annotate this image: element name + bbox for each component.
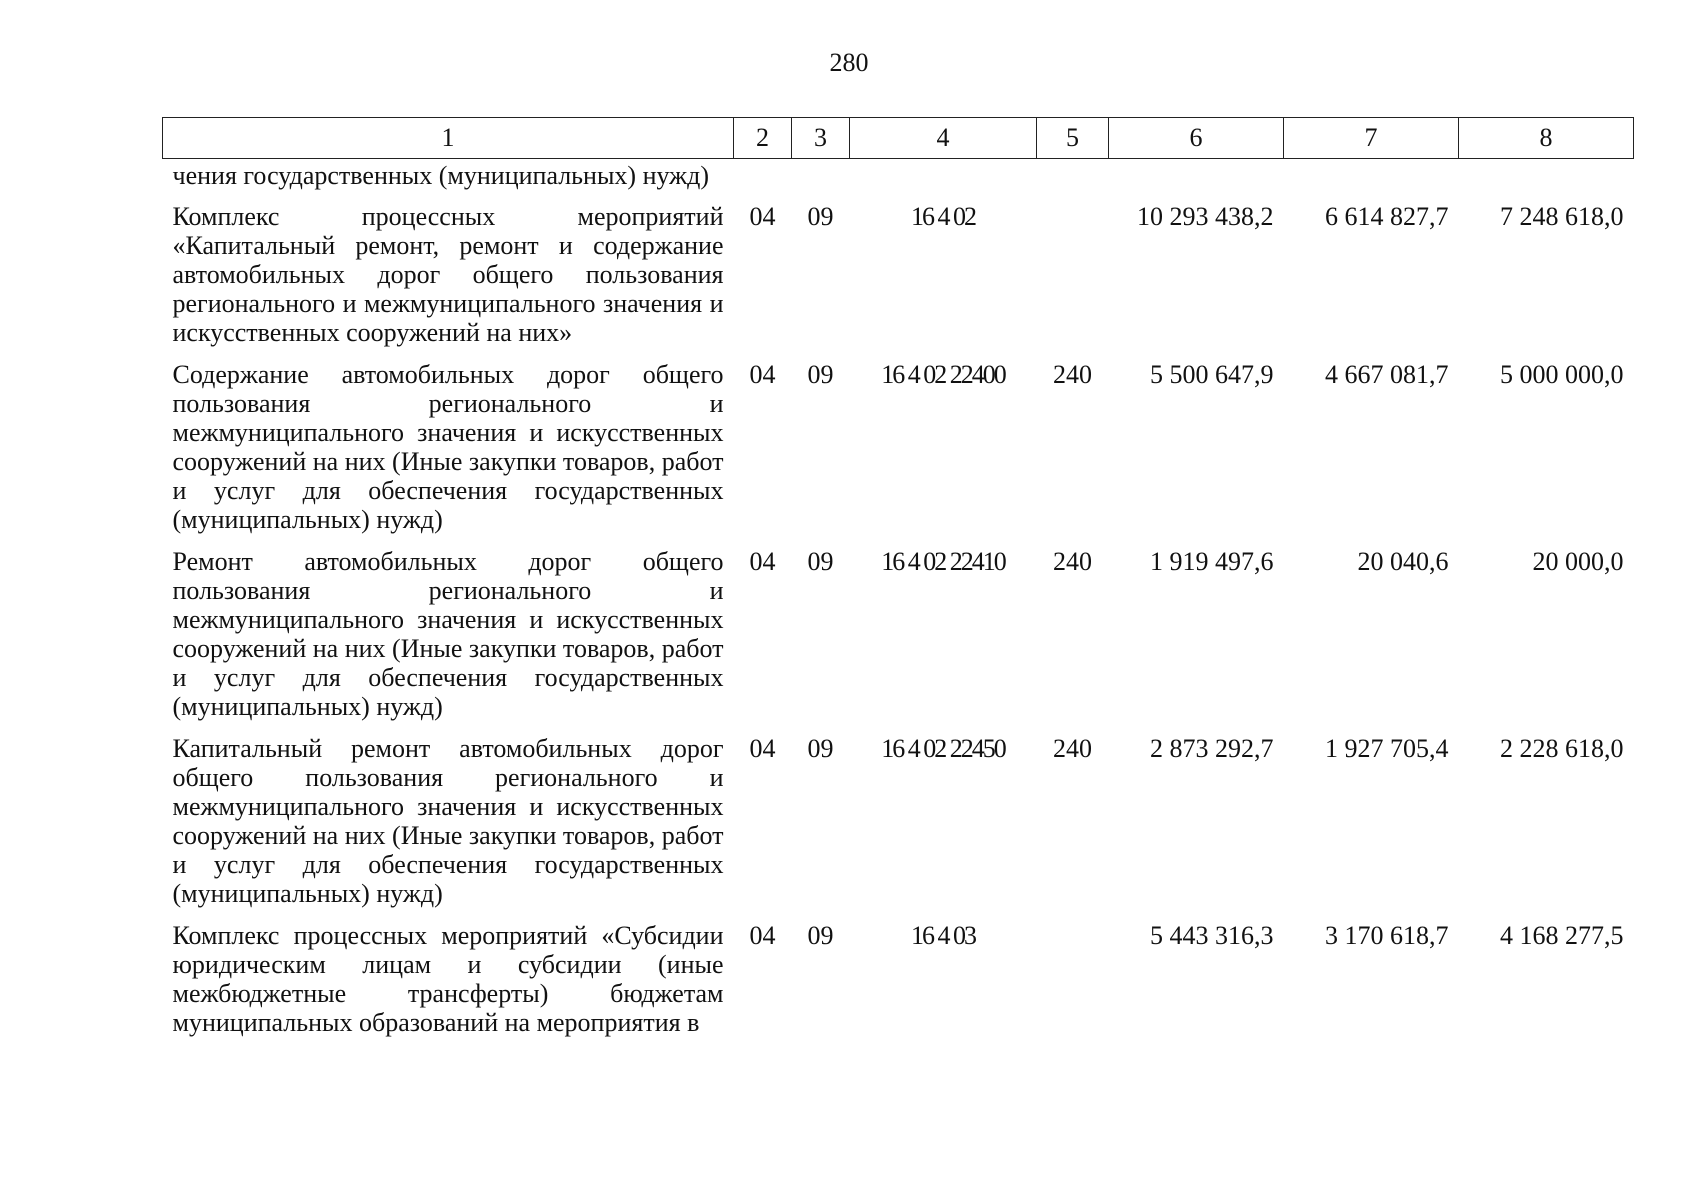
row-name: Капитальный ремонт автомобильных дорог общего пользования регионального и межмуниципального значения и искусственных сооружений на них (Иные закупки товаров, работ и услуг для обеспечения государственных (муниципальных) нужд) <box>172 734 724 908</box>
budget-table <box>162 117 1634 1050</box>
row-name: Комплекс процессных мероприятий «Капитальный ремонт, ремонт и содержание автомобильных дорог общего пользования регионального и межмуниципального значения и искусственных сооружений на них» <box>172 202 724 347</box>
table-row <box>163 921 1634 1050</box>
target-article-code <box>850 159 1037 203</box>
amount-col-8: 2 228 618,0 <box>1500 734 1624 763</box>
amount-col-6: 2 873 292,7 <box>1150 734 1274 763</box>
amount-col-8: 20 000,0 <box>1532 547 1624 576</box>
amount-col-6: 10 293 438,2 <box>1137 202 1274 231</box>
amount-col-7: 20 040,6 <box>1357 547 1449 576</box>
amount-col-6: 5 443 316,3 <box>1150 921 1274 950</box>
table-row <box>163 360 1634 547</box>
subsection-code: 09 <box>807 202 834 231</box>
column-header: 2 <box>734 118 792 159</box>
target-article-code: 16 4 02 <box>911 202 975 231</box>
amount-col-8: 5 000 000,0 <box>1500 360 1624 389</box>
amount-col-6: 1 919 497,6 <box>1150 547 1274 576</box>
target-article-code: 16 4 02 22450 <box>881 734 1005 763</box>
section-code <box>734 159 792 203</box>
table-row <box>163 159 1634 203</box>
column-header: 6 <box>1109 118 1284 159</box>
amount-col-7: 1 927 705,4 <box>1325 734 1449 763</box>
column-header: 8 <box>1459 118 1634 159</box>
subsection-code: 09 <box>807 360 834 389</box>
column-header: 4 <box>850 118 1037 159</box>
expense-type-code <box>1037 202 1109 360</box>
page-number: 280 <box>829 48 869 77</box>
table-row <box>163 202 1634 360</box>
amount-col-8 <box>1459 159 1634 203</box>
column-header: 3 <box>792 118 850 159</box>
amount-col-8: 4 168 277,5 <box>1500 921 1624 950</box>
amount-col-7: 6 614 827,7 <box>1325 202 1449 231</box>
table-row <box>163 734 1634 921</box>
subsection-code: 09 <box>807 734 834 763</box>
section-code: 04 <box>749 547 776 576</box>
section-code: 04 <box>749 734 776 763</box>
table-row <box>163 547 1634 734</box>
target-article-code: 16 4 02 22410 <box>881 547 1005 576</box>
expense-type-code: 240 <box>1053 734 1092 763</box>
subsection-code <box>792 159 850 203</box>
amount-col-6 <box>1109 159 1284 203</box>
row-name: чения государственных (муниципальных) нужд) <box>172 161 710 190</box>
column-header: 1 <box>163 118 734 159</box>
section-code: 04 <box>749 360 776 389</box>
section-code: 04 <box>749 921 776 950</box>
subsection-code: 09 <box>807 547 834 576</box>
target-article-code: 16 4 03 <box>911 921 975 950</box>
amount-col-8: 7 248 618,0 <box>1500 202 1624 231</box>
column-header: 5 <box>1037 118 1109 159</box>
expense-type-code: 240 <box>1053 547 1092 576</box>
table-header-row <box>163 118 1634 159</box>
amount-col-7 <box>1284 159 1459 203</box>
column-header: 7 <box>1284 118 1459 159</box>
subsection-code: 09 <box>807 921 834 950</box>
expense-type-code: 240 <box>1053 360 1092 389</box>
row-name: Ремонт автомобильных дорог общего пользования регионального и межмуниципального значения и искусственных сооружений на них (Иные закупки товаров, работ и услуг для обеспечения государственных (муниципальных) нужд) <box>172 547 724 721</box>
row-name: Комплекс процессных мероприятий «Субсидии юридическим лицам и субсидии (иные межбюджетные трансферты) бюджетам муниципальных образований на мероприятия в <box>172 921 724 1037</box>
amount-col-6: 5 500 647,9 <box>1150 360 1274 389</box>
expense-type-code <box>1037 159 1109 203</box>
amount-col-7: 3 170 618,7 <box>1325 921 1449 950</box>
expense-type-code <box>1037 921 1109 1050</box>
section-code: 04 <box>749 202 776 231</box>
amount-col-7: 4 667 081,7 <box>1325 360 1449 389</box>
target-article-code: 16 4 02 22400 <box>881 360 1005 389</box>
row-name: Содержание автомобильных дорог общего пользования регионального и межмуниципального значения и искусственных сооружений на них (Иные закупки товаров, работ и услуг для обеспечения государственных (муниципальных) нужд) <box>172 360 724 534</box>
